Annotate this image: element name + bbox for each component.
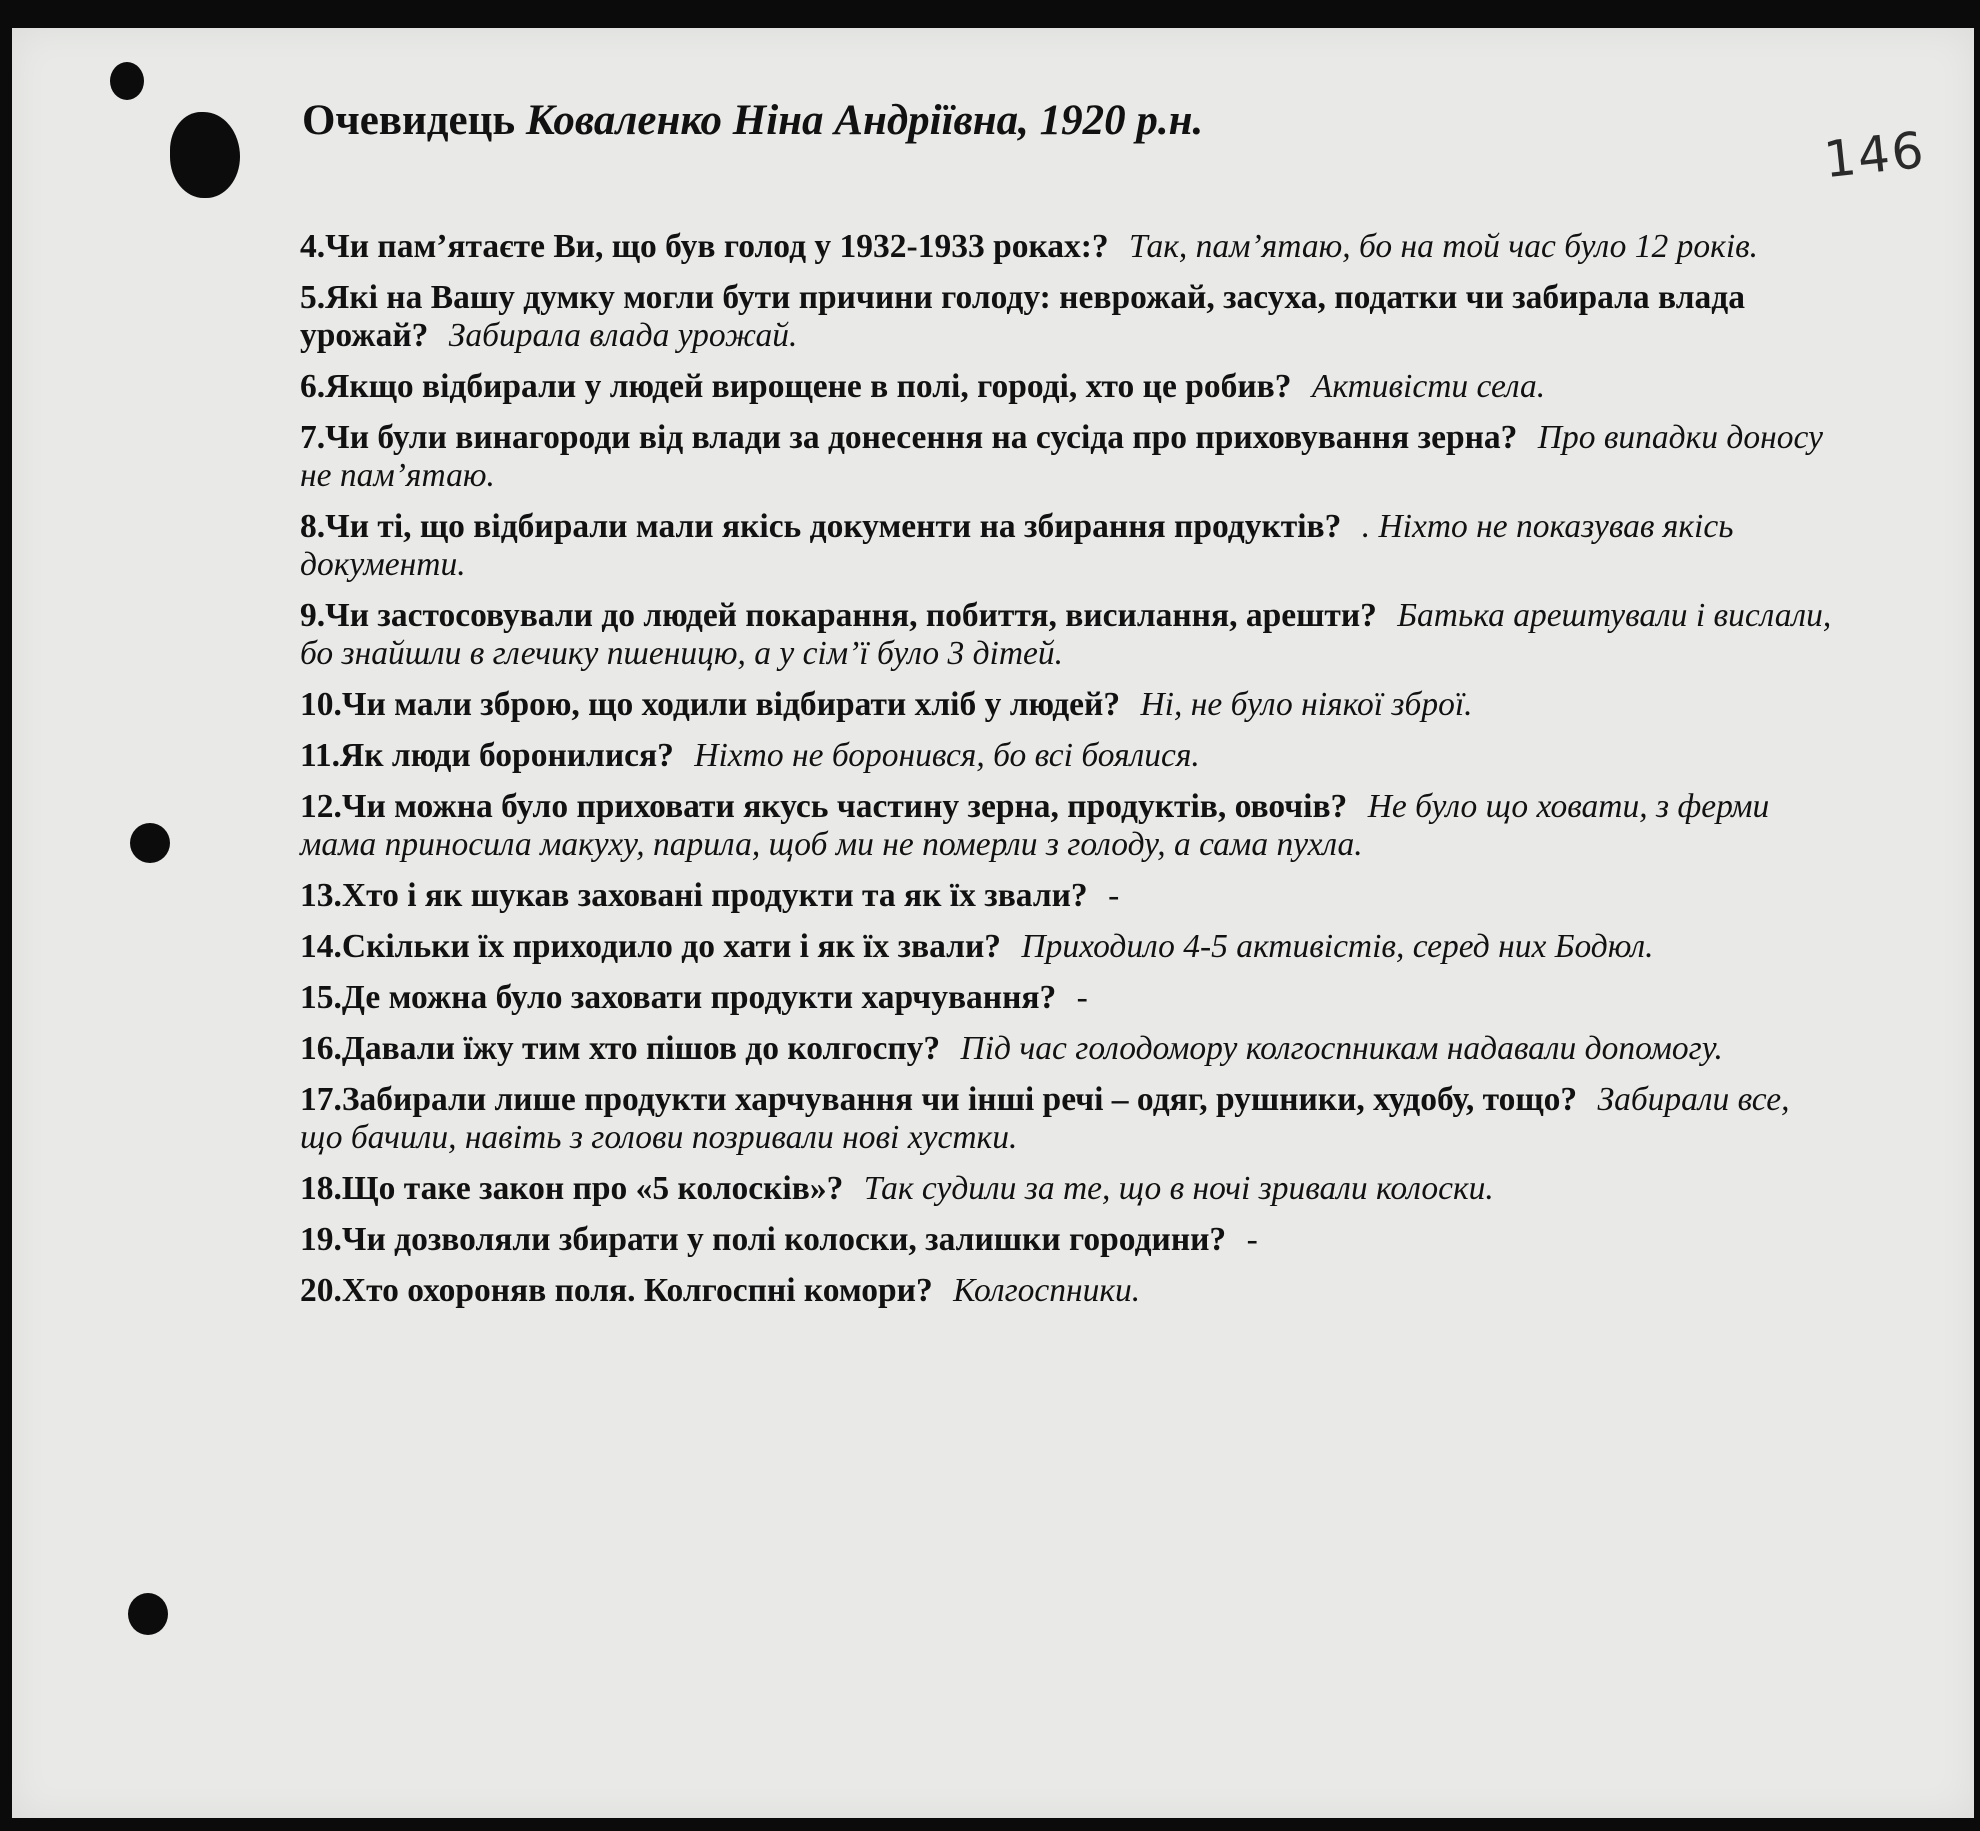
answer-text: Колгоспники.	[953, 1272, 1141, 1309]
title-prefix: Очевидець	[302, 97, 516, 144]
qa-item	[300, 228, 1840, 266]
handwritten-page-number: 146	[1821, 120, 1929, 190]
qa-item	[300, 508, 1840, 584]
answer-text: Під час голодомору колгоспникам надавали допомогу.	[960, 1030, 1723, 1067]
qa-item	[300, 279, 1840, 355]
qa-item	[300, 419, 1840, 495]
punch-hole	[110, 62, 144, 100]
question-text: 12.Чи можна було приховати якусь частину зерна, продуктів, овочів?	[300, 788, 1348, 825]
answer-text: Забирали все, що бачили, навіть з голови позривали нові хустки.	[300, 1081, 1790, 1156]
question-text: 18.Що таке закон про «5 колосків»?	[300, 1170, 844, 1207]
punch-hole	[130, 823, 170, 863]
question-text: 5.Які на Вашу думку могли бути причини голоду: неврожай, засуха, податки чи забирала влада урожай?	[300, 279, 1745, 354]
qa-item	[300, 979, 1840, 1017]
answer-text: Ні, не було ніякої зброї.	[1140, 686, 1473, 723]
answer-text: Не було що ховати, з ферми мама приносила макуху, парила, щоб ми не померли з голоду, а сама пухла.	[300, 788, 1770, 863]
answer-text: Приходило 4-5 активістів, серед них Бодюл.	[1021, 928, 1654, 965]
question-text: 17.Забирали лише продукти харчування чи інші речі – одяг, рушники, худобу, тощо?	[300, 1081, 1578, 1118]
answer-text: Активісти села.	[1311, 368, 1546, 405]
qa-list	[300, 228, 1840, 1323]
answer-text: Забирала влада урожай.	[448, 317, 798, 354]
question-text: 14.Скільки їх приходило до хати і як їх звали?	[300, 928, 1002, 965]
qa-item	[300, 1221, 1840, 1259]
answer-text: Ніхто не боронився, бо всі боялися.	[694, 737, 1200, 774]
witness-name: Коваленко Ніна Андріївна, 1920 р.н.	[525, 97, 1204, 144]
qa-item	[300, 788, 1840, 864]
question-text: 9.Чи застосовували до людей покарання, побиття, висилання, арешти?	[300, 597, 1377, 634]
question-text: 13.Хто і як шукав заховані продукти та як їх звали?	[300, 877, 1088, 914]
answer-text: Так судили за те, що в ночі зривали колоски.	[863, 1170, 1494, 1207]
question-text: 11.Як люди боронилися?	[300, 737, 674, 774]
question-text: 16.Давали їжу тим хто пішов до колгоспу?	[300, 1030, 941, 1067]
qa-item	[300, 1030, 1840, 1068]
qa-item	[300, 368, 1840, 406]
document-page	[12, 28, 1974, 1818]
qa-item	[300, 686, 1840, 724]
answer-text: -	[1076, 979, 1088, 1016]
qa-item	[300, 928, 1840, 966]
answer-text: Батька арештували і вислали, бо знайшли в глечику пшеницю, а у сім’ї було 3 дітей.	[300, 597, 1832, 672]
qa-item	[300, 1081, 1840, 1157]
question-text: 15.Де можна було заховати продукти харчування?	[300, 979, 1057, 1016]
answer-text: . Ніхто не показував якісь документи.	[300, 508, 1734, 583]
qa-item	[300, 597, 1840, 673]
qa-item	[300, 1170, 1840, 1208]
question-text: 20.Хто охороняв поля. Колгоспні комори?	[300, 1272, 933, 1309]
punch-hole	[128, 1593, 168, 1635]
answer-text: -	[1246, 1221, 1258, 1258]
qa-item	[300, 737, 1840, 775]
question-text: 8.Чи ті, що відбирали мали якісь документи на збирання продуктів?	[300, 508, 1342, 545]
answer-text: Про випадки доносу не пам’ятаю.	[300, 419, 1823, 494]
qa-item	[300, 1272, 1840, 1310]
question-text: 7.Чи були винагороди від влади за донесення на сусіда про приховування зерна?	[300, 419, 1518, 456]
question-text: 4.Чи пам’ятаєте Ви, що був голод у 1932-1933 роках:?	[300, 228, 1109, 265]
question-text: 6.Якщо відбирали у людей вирощене в полі, городі, хто це робив?	[300, 368, 1292, 405]
qa-item	[300, 877, 1840, 915]
answer-text: -	[1108, 877, 1120, 914]
ink-blot	[170, 112, 240, 198]
page-title	[302, 96, 1203, 145]
question-text: 10.Чи мали зброю, що ходили відбирати хліб у людей?	[300, 686, 1121, 723]
question-text: 19.Чи дозволяли збирати у полі колоски, залишки городини?	[300, 1221, 1227, 1258]
answer-text: Так, пам’ятаю, бо на той час було 12 років.	[1129, 228, 1759, 265]
